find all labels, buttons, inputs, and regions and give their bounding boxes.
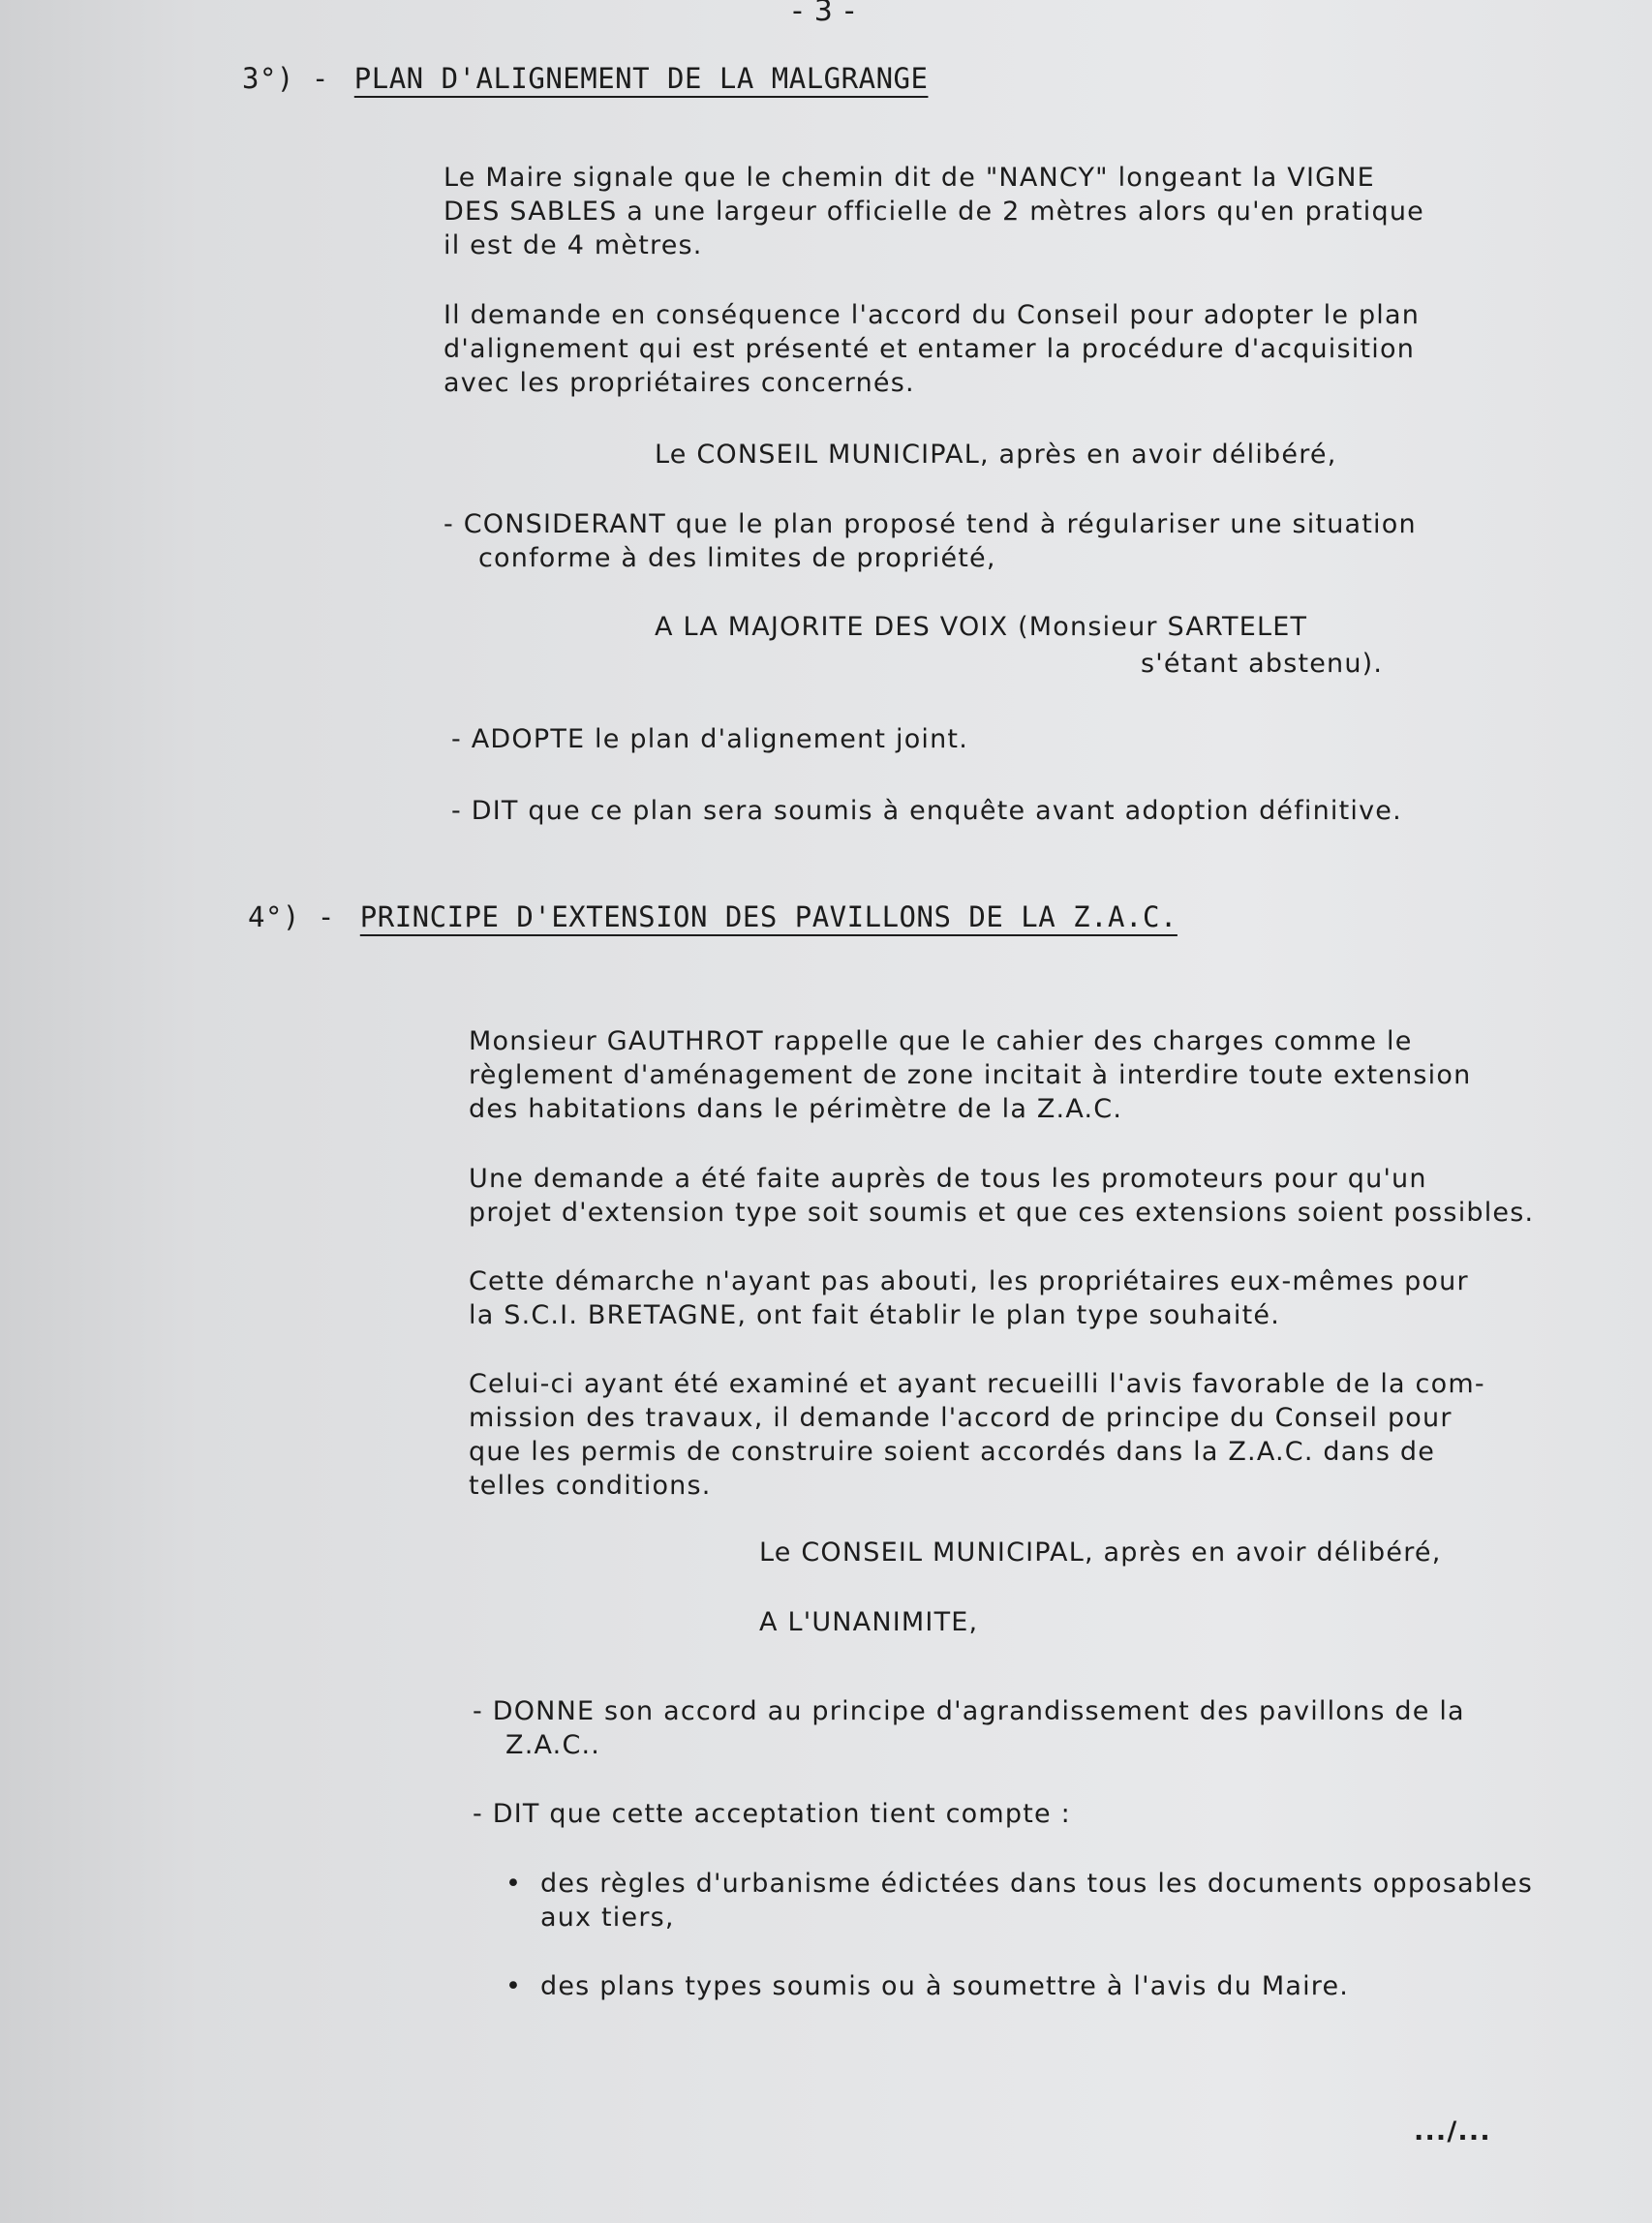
text-line: Une demande a été faite auprès de tous les promoteurs pour qu'un [469,1164,1427,1194]
section-4-council-statement: Le CONSEIL MUNICIPAL, après en avoir délibéré, [759,1538,1442,1568]
text-line: conforme à des limites de propriété, [478,543,996,573]
section-3-council-statement: Le CONSEIL MUNICIPAL, après en avoir délibéré, [655,440,1337,470]
bullet-icon: • [505,1971,523,2001]
text-line: règlement d'aménagement de zone incitait à interdire toute extension [469,1060,1472,1090]
text-line: projet d'extension type soit soumis et que ces extensions soient possibles. [469,1198,1535,1228]
text-line: avec les propriétaires concernés. [444,368,915,398]
section-4-number: 4°) - [248,900,335,933]
section-4-unanimite: A L'UNANIMITE, [759,1607,979,1637]
section-3-heading [242,62,928,95]
section-3-dit: - DIT que ce plan sera soumis à enquête avant adoption définitive. [451,796,1402,826]
text-line: des habitations dans le périmètre de la Z.A.C. [469,1094,1123,1124]
text-line: que les permis de construire soient accordés dans la Z.A.C. dans de [469,1437,1436,1467]
text-line: Celui-ci ayant été examiné et ayant recueilli l'avis favorable de la com- [469,1369,1485,1399]
section-4-paragraph-2 [469,1162,1534,1230]
text-line: la S.C.I. BRETAGNE, ont fait établir le plan type souhaité. [469,1300,1280,1330]
section-3-vote-continued: s'étant abstenu). [1141,649,1384,679]
text-line: aux tiers, [540,1903,675,1933]
section-4-paragraph-1 [469,1024,1471,1126]
section-4-donne [473,1694,1465,1762]
section-4-bullet-2 [505,1969,1349,2003]
text-line: d'alignement qui est présenté et entamer la procédure d'acquisition [444,334,1416,364]
text-line: DES SABLES a une largeur officielle de 2 mètres alors qu'en pratique [444,197,1424,227]
bullet-text: des règles d'urbanisme édictées dans tous les documents opposables [540,1869,1534,1899]
text-line [505,1867,1533,1901]
text-line: - DONNE son accord au principe d'agrandissement des pavillons de la [473,1696,1465,1726]
text-line: il est de 4 mètres. [444,230,703,260]
text-line: Le Maire signale que le chemin dit de "NANCY" longeant la VIGNE [444,163,1375,193]
section-3-vote: A LA MAJORITE DES VOIX (Monsieur SARTELET [655,612,1308,642]
section-3-considerant [444,507,1417,575]
text-line [505,1969,1349,2003]
section-3-adopte: - ADOPTE le plan d'alignement joint. [451,724,968,754]
bullet-text: des plans types soumis ou à soumettre à l'avis du Maire. [540,1971,1350,2001]
section-3-title: PLAN D'ALIGNEMENT DE LA MALGRANGE [353,62,929,95]
section-3-number: 3°) - [242,62,329,95]
bullet-icon: • [505,1869,523,1899]
text-line: Monsieur GAUTHROT rappelle que le cahier des charges comme le [469,1026,1413,1056]
section-3-paragraph-1 [444,161,1424,262]
text-line: Cette démarche n'ayant pas abouti, les propriétaires eux-mêmes pour [469,1266,1469,1296]
section-3-paragraph-2 [444,298,1420,400]
text-line: Il demande en conséquence l'accord du Conseil pour adopter le plan [444,300,1421,330]
section-4-bullet-1 [505,1867,1533,1934]
text-line: telles conditions. [469,1471,712,1501]
text-line: - CONSIDERANT que le plan proposé tend à régulariser une situation [444,509,1417,539]
continuation-mark: .../... [1414,2116,1491,2147]
section-4-paragraph-3 [469,1264,1469,1332]
section-4-heading [248,900,1178,933]
text-line: mission des travaux, il demande l'accord de principe du Conseil pour [469,1403,1453,1433]
page-number: - 3 - [792,0,856,28]
section-4-dit: - DIT que cette acceptation tient compte : [473,1799,1071,1829]
section-4-title: PRINCIPE D'EXTENSION DES PAVILLONS DE LA Z.A.C. [359,900,1178,933]
text-line: Z.A.C.. [505,1730,601,1760]
section-4-paragraph-4 [469,1367,1485,1503]
